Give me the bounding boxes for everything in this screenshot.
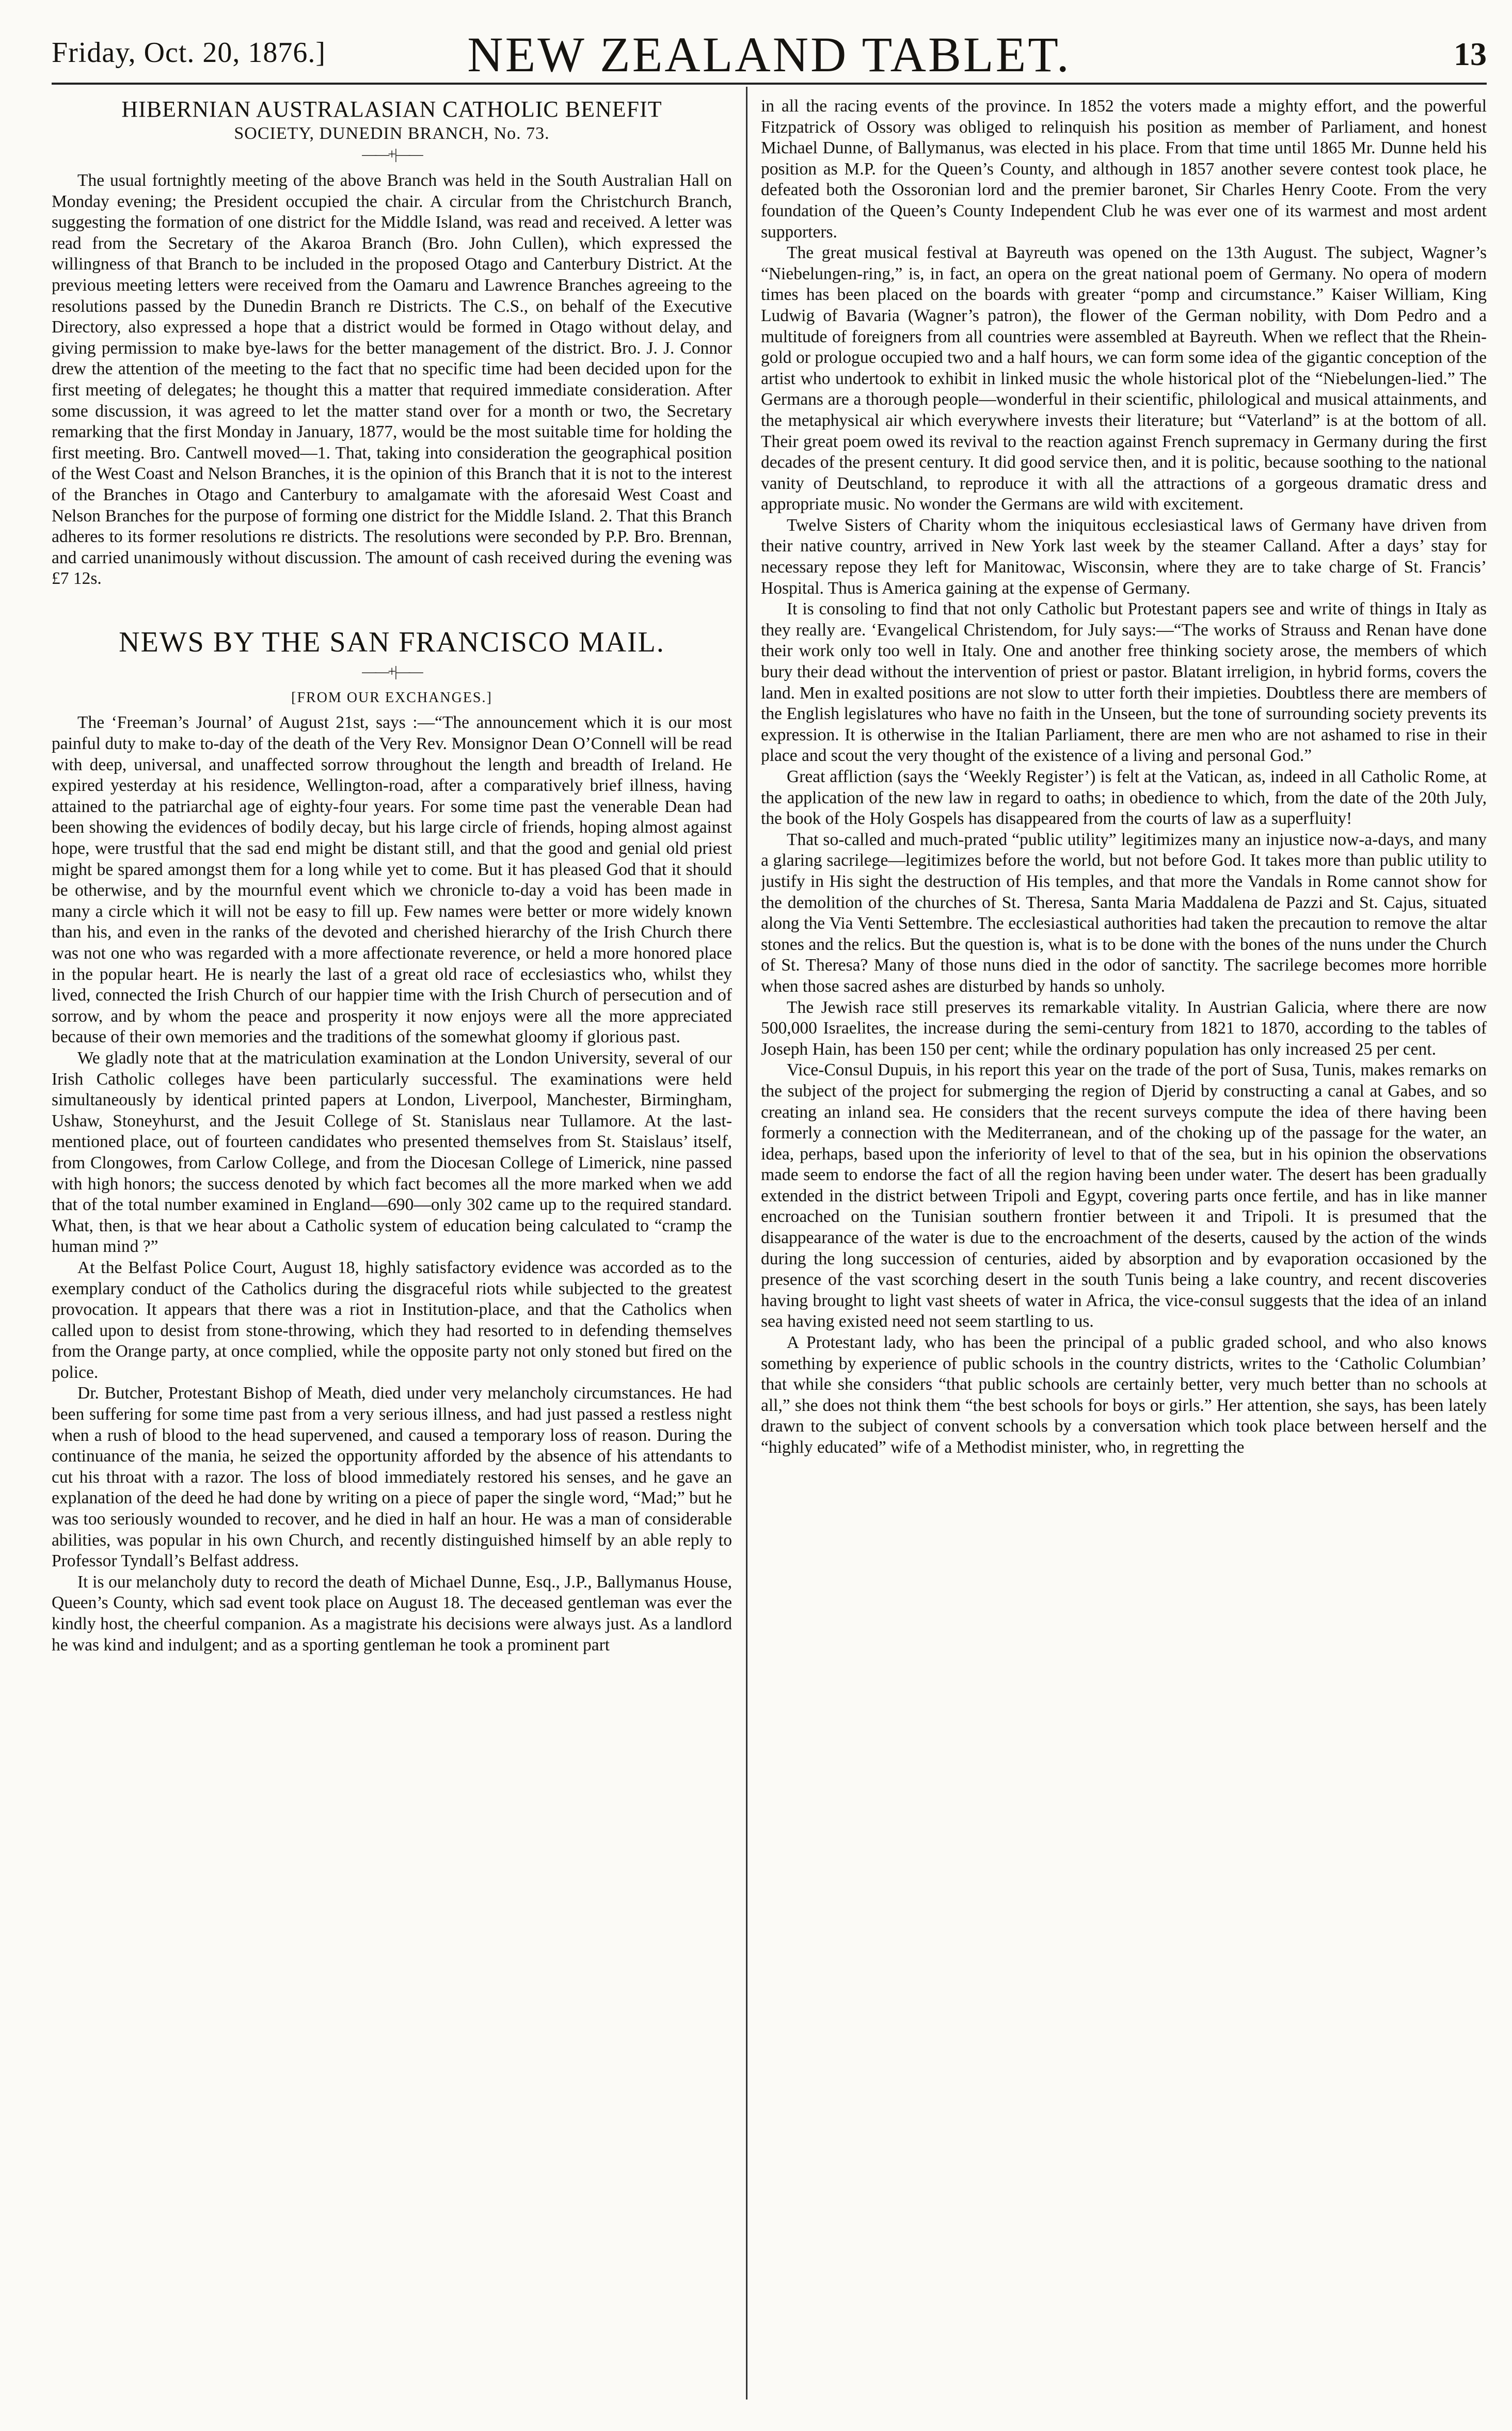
hibernian-headline: HIBERNIAN AUSTRALASIAN CATHOLIC BENEFIT — [121, 97, 662, 122]
section-divider: ——+|—— — [362, 147, 422, 163]
hibernian-paragraph: The usual fortnightly meeting of the above Branch was held in the South Australian Hall on Monday evening; the President occupied the chair. A circular from the Christchurch Branch, suggesting the formation of one district for the Middle Island, was read and received. A letter was read from the Secretary of the Akaroa Branch (Bro. John Cullen), which expressed the willingness of that Branch to be included in the proposed Otago and Canterbury District. At the previous meeting letters were received from the Oamaru and Lawrence Branches agreeing to the resolutions passed by the Dunedin Branch re Districts. The C.S., on behalf of the Executive Directory, also expressed a hope that a district would be formed in Otago without delay, and giving permission to make bye-laws for the better management of the district. Bro. J. J. Connor drew the attention of the meeting to the fact that no specific time had been decided upon for the first meeting of delegates; he thought this a matter that required immediate consideration. After some discussion, it was agreed to let the matter stand over for a month or two, the Secretary remarking that the first Monday in January, 1877, would be the most suitable time for holding the first meeting. Bro. Cantwell moved—1. That, taking into consideration the geographical position of the West Coast and Nelson Branches, it is the opinion of this Branch that it is not to the interest of the Branches in Otago and Canterbury to amalgamate with the aforesaid West Coast and Nelson Branches for the purpose of forming one district for the Middle Island. 2. That this Branch adheres to its former resolutions re districts. The resolutions were seconded by P.P. Bro. Brennan, and carried unanimously without discussion. The amount of cash received during the evening was £7 12s. — [52, 171, 732, 589]
column-rule — [746, 87, 747, 2400]
article-paragraph: Twelve Sisters of Charity whom the iniquitous ecclesiastical laws of Germany have driven from their native country, arrived in New York last week by the steamer Calland. After a days’ stay for necessary repose they left for Manitowac, Wisconsin, where they are to take charge of St. Francis’ Hospital. Thus is America gaining at the expense of Germany. — [761, 515, 1487, 598]
article-paragraph: It is consoling to find that not only Catholic but Protestant papers see and write of things in Italy as they really are. ‘Evangelical Christendom, for July says:—“The works of Strauss and Renan have done their work only too well in Italy. One and another free thinking society arose, the members of which bury their dead without the intervention of priest or pastor. Blatant irreligion, in hybrid forms, covers the land. Men in exalted positions are not slow to utter forth their impieties. Doubtless there are members of the English legislatures who have no faith in the Unseen, but the tone of surrounding society prevents its expression. It is otherwise in the Italian Parliament, there are men who are not ashamed to rise in their place and scout the very thought of the existence of a living and personal God.” — [761, 599, 1487, 766]
left-column — [52, 96, 732, 2409]
page-number: 13 — [1454, 36, 1487, 72]
article-paragraph: At the Belfast Police Court, August 18, highly satisfactory evidence was accorded as to the exemplary conduct of the Catholics during the disgraceful riots while subjected to the greatest provocation. It appears that there was a riot in Institution-place, and that the Catholics when called upon to desist from stone-throwing, which they had resorted to in defending themselves from the Orange party, at once complied, while the opposite party not only stoned but fired on the police. — [52, 1258, 732, 1382]
news-headline: NEWS BY THE SAN FRANCISCO MAIL. — [119, 626, 665, 658]
article-paragraph: The great musical festival at Bayreuth was opened on the 13th August. The subject, Wagner’s “Niebelungen-ring,” is, in fact, an opera on the great national poem of Germany. No opera of modern times has been placed on the boards with greater “pomp and circumstance.” Kaiser William, King Ludwig of Bavaria (Wagner’s patron), the flower of the German nobility, with Dom Pedro and a multitude of foreigners from all countries were assembled at Bayreuth. When we reflect that the Rhein-gold or prologue occupied two and a half hours, we can form some idea of the gigantic conception of the artist who undertook to exhibit in linked music the whole historical plot of the “Niebelungen-lied.” The Germans are a thorough people—wonderful in their scientific, philological and musical attainments, and the metaphysical air which everywhere invests their literature; but “Vaterland” is at the bottom of all. Their great poem owed its revival to the reaction against French supremacy in Germany during the first decades of the present century. It did good service then, and it is politic, because soothing to the national vanity of Deutschland, to reproduce it with all the attractions of a gorgeous dramatic dress and appropriate music. No wonder the Germans are wild with excitement. — [761, 243, 1487, 514]
article-paragraph: Great affliction (says the ‘Weekly Register’) is felt at the Vatican, as, indeed in all Catholic Rome, at the application of the new law in regard to oaths; in obedience to which, from the date of the 20th July, the book of the Holy Gospels has disappeared from the courts of law as a superfluity! — [761, 767, 1487, 829]
masthead — [52, 22, 1487, 82]
article-paragraph: It is our melancholy duty to record the death of Michael Dunne, Esq., J.P., Ballymanus House, Queen’s County, which sad event took place on August 18. The deceased gentleman was ever the kindly host, the cheerful companion. As a magistrate his decisions were always just. As a landlord he was kind and indulgent; and as a sporting gentleman he took a prominent part — [52, 1572, 732, 1655]
right-column — [761, 96, 1487, 2409]
article-paragraph: The ‘Freeman’s Journal’ of August 21st, says :—“The announcement which it is our most painful duty to make to-day of the death of the Very Rev. Monsignor Dean O’Connell will be read with deep, universal, and unaffected sorrow throughout the length and breadth of Ireland. He expired yesterday at his residence, Wellington-road, after a comparatively brief illness, having attained to the patriarchal age of eighty-four years. For some time past the venerable Dean had been showing the evidences of bodily decay, but his large circle of friends, hoping almost against hope, were trustful that the sad end might be distant still, and that the good and genial old priest might be spared amongst them for a long while yet to come. But it has pleased God that it should be otherwise, and by the mournful event which we chronicle to-day a void has been made in many a circle which it will not be easy to fill up. Few names were better or more widely known than his, and even in the ranks of the devoted and cherished hierarchy of the Irish Church there was not one who was regarded with a more affectionate reverence, or held a more honored place in the popular heart. He is nearly the last of a great old race of ecclesiastics who, whilst they lived, connected the Irish Church of our happier time with the Irish Church of persecution and of sorrow, and by whom the peace and prosperity it now enjoys were all the more appreciated because of their own memories and the traditions of the somewhat gloomy if glorious past. — [52, 713, 732, 1047]
issue-date: Friday, Oct. 20, 1876.] — [52, 37, 326, 69]
article-paragraph: Vice-Consul Dupuis, in his report this year on the trade of the port of Susa, Tunis, makes remarks on the subject of the project for submerging the region of Djerid by constructing a canal at Gabes, and so creating an inland sea. He considers that the recent surveys compute the idea of there having been formerly a connection with the Mediterranean, and of the choking up of the passage for the water, an idea, perhaps, based upon the inferiority of level to that of the sea, but in his opinion the observations made seem to endorse the fact of all the region having been under water. The desert has been gradually extended in the district between Tripoli and Egypt, covering parts once fertile, and has in like manner encroached on the Tunisian southern frontier between it and Tripoli. It is presumed that the disappearance of the water is due to the encroachment of the deserts, caused by the action of the winds during the long succession of centuries, aided by absorption and by evaporation occasioned by the presence of the vast scorching desert in the south Tunis being a lake country, and recent discoveries having brought to light vast sheets of water in Africa, the vice-consul suggests that the idea of an inland sea having existed need not seem startling to us. — [761, 1060, 1487, 1331]
article-paragraph: We gladly note that at the matriculation examination at the London University, several of our Irish Catholic colleges have been particularly successful. The examinations were held simultaneously by identical printed papers at London, Liverpool, Manchester, Birmingham, Ushaw, Stoneyhurst, and the Jesuit College of St. Stanislaus near Tullamore. At the last-mentioned place, out of fourteen candidates who presented themselves from St. Staislaus’ itself, from Clongowes, from Carlow College, and from the Diocesan College of Limerick, nine passed with high honors; the success denoted by which fact becomes all the more marked when we add that of the total number examined in England—690—only 302 came up to the required standard. What, then, is that we hear about a Catholic system of education being calculated to “cramp the human mind ?” — [52, 1048, 732, 1257]
article-paragraph: That so-called and much-prated “public utility” legitimizes many an injustice now-a-days, and many a glaring sacrilege—legitimizes before the world, but not before God. It takes more than public utility to justify in His sight the destruction of His temples, and that more the Vandals in Rome cannot show for the demolition of the churches of St. Theresa, Santa Maria Maddalena de Pazzi and St. Cajus, situated along the Via Venti Settembre. The ecclesiastical authorities had taken the precaution to remove the altar stones and the relics. But the question is, what is to be done with the bones of the nuns under the Church of St. Theresa? Many of those nuns died in the odor of sanctity. The sacrilege becomes more horrible when those sacred ashes are disturbed by hands so unholy. — [761, 830, 1487, 996]
hibernian-subheadline: SOCIETY, DUNEDIN BRANCH, No. 73. — [234, 124, 550, 143]
newspaper-title: NEW ZEALAND TABLET. — [467, 27, 1071, 82]
news-source: [FROM OUR EXCHANGES.] — [291, 689, 492, 706]
section-divider: ——+|—— — [362, 663, 422, 680]
article-paragraph: A Protestant lady, who has been the principal of a public graded school, and who also knows something by experience of public schools in the country districts, writes to the ‘Catholic Columbian’ that while she considers “that public schools are certainly better, very much better than no schools at all,” she does not think them “the best schools for boys or girls.” Her attention, she says, has been lately drawn to the subject of convent schools by a conversation which took place between herself and the “highly educated” wife of a Methodist minister, who, in regretting the — [761, 1333, 1487, 1457]
article-paragraph: Dr. Butcher, Protestant Bishop of Meath, died under very melancholy circumstances. He had been suffering for some time past from a very serious illness, and had just passed a restless night when a rush of blood to the head supervened, and caused a temporary loss of reason. During the continuance of the mania, he seized the opportunity afforded by the absence of his attendants to cut his throat with a razor. The loss of blood immediately restored his senses, and he gave an explanation of the deed he had done by writing on a piece of paper the single word, “Mad;” but he was too seriously wounded to recover, and he died in half an hour. He was a man of considerable abilities, was popular in his own Church, and recently distinguished himself by an able reply to Professor Tyndall’s Belfast address. — [52, 1384, 732, 1571]
masthead-rule — [52, 83, 1487, 85]
article-paragraph: in all the racing events of the province. In 1852 the voters made a mighty effort, and the powerful Fitzpatrick of Ossory was obliged to relinquish his position as member of Parliament, and honest Michael Dunne, of Ballymanus, was elected in his place. From that time until 1865 Mr. Dunne held his position as M.P. for the Queen’s County, and although in 1857 another severe contest took place, he defeated both the Ossoronian lord and the premier baronet, Sir Charles Henry Coote. From the very foundation of the Queen’s County Independent Club he was ever one of its warmest and most ardent supporters. — [761, 97, 1487, 242]
article-paragraph: The Jewish race still preserves its remarkable vitality. In Austrian Galicia, where there are now 500,000 Israelites, the increase during the semi-century from 1821 to 1870, according to the tables of Joseph Hain, has been 150 per cent; while the ordinary population has only increased 25 per cent. — [761, 997, 1487, 1059]
